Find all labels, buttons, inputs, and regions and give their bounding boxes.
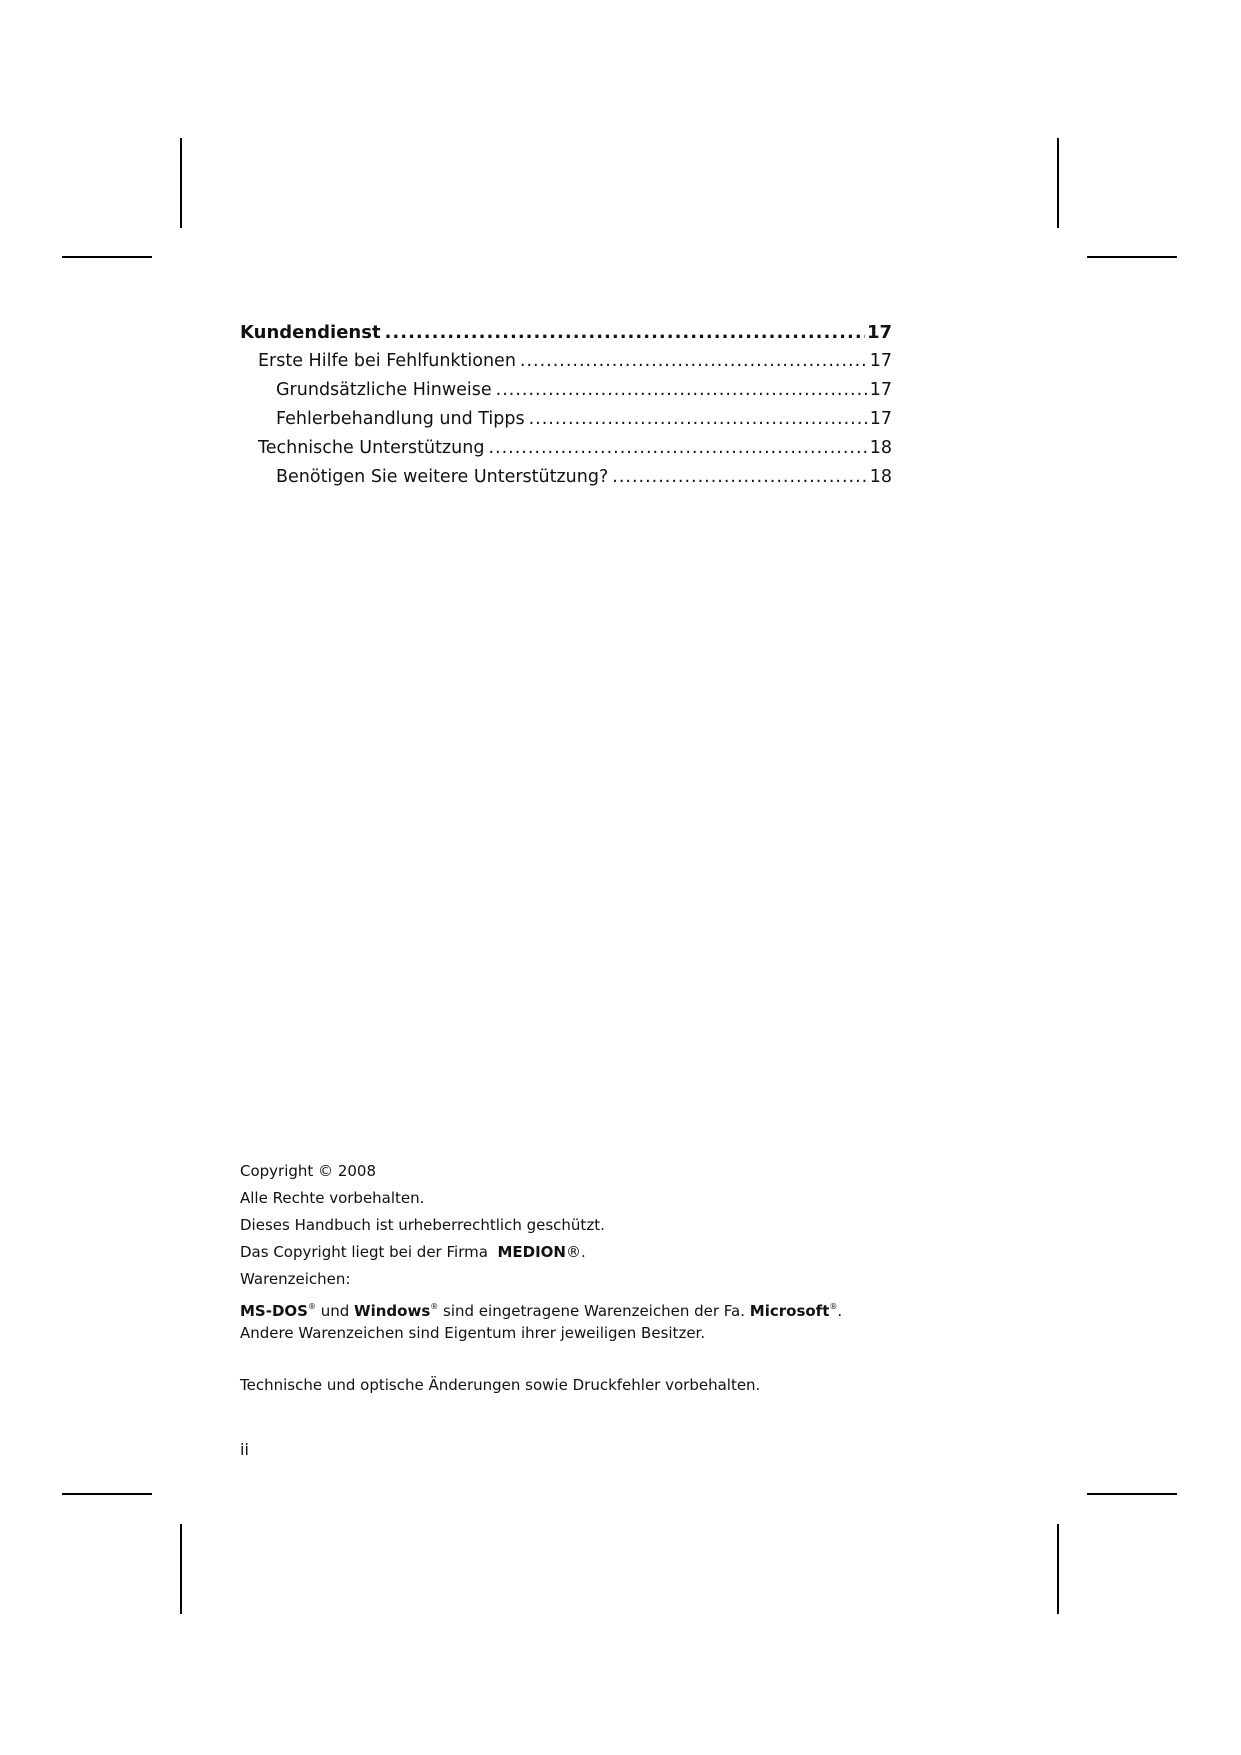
- crop-mark-bottom-right-horizontal: [1087, 1493, 1177, 1495]
- copyright-notice: [240, 1158, 940, 1399]
- toc-entry-label: Kundendienst: [240, 322, 381, 343]
- trademarks-line: [240, 1293, 940, 1320]
- toc-entry-label: Erste Hilfe bei Fehlfunktionen: [258, 351, 516, 371]
- registered-mark: ®: [565, 1243, 581, 1261]
- changes-disclaimer: Technische und optische Änderungen sowie Druckfehler vorbehalten.: [240, 1376, 761, 1394]
- toc-entry-label: Technische Unterstützung: [258, 438, 485, 458]
- crop-mark-top-left-vertical: [180, 138, 182, 228]
- spacer: [240, 1347, 940, 1372]
- trademark-text: sind eingetragene Warenzeichen der Fa.: [438, 1302, 750, 1320]
- toc-entry-label: Fehlerbehandlung und Tipps: [276, 409, 525, 429]
- toc-entry-label: Grundsätzliche Hinweise: [276, 380, 492, 400]
- crop-mark-bottom-left-horizontal: [62, 1493, 152, 1495]
- trademarks-heading: Warenzeichen:: [240, 1270, 351, 1288]
- toc-entry-page: 17: [866, 322, 892, 343]
- crop-mark-top-right-horizontal: [1087, 256, 1177, 258]
- brand-windows: Windows: [354, 1302, 431, 1320]
- copyright-holder: [240, 1239, 940, 1266]
- toc-entry-weitere-unterstuetzung[interactable]: [240, 467, 892, 496]
- toc-dot-leader: [488, 438, 867, 458]
- toc-entry-erste-hilfe[interactable]: [240, 351, 892, 380]
- brand-microsoft: Microsoft: [749, 1302, 830, 1320]
- toc-dot-leader: [385, 322, 865, 343]
- registered-mark: ®: [430, 1302, 439, 1311]
- page-number: ii: [240, 1440, 249, 1459]
- period: .: [837, 1302, 843, 1320]
- toc-entry-label: Benötigen Sie weitere Unterstützung?: [276, 467, 609, 487]
- crop-mark-bottom-left-vertical: [180, 1524, 182, 1614]
- toc-entry-page: 18: [869, 438, 892, 458]
- toc-entry-grundsaetzliche-hinweise[interactable]: [240, 380, 892, 409]
- other-trademarks: Andere Warenzeichen sind Eigentum ihrer jeweiligen Besitzer.: [240, 1324, 706, 1342]
- toc-dot-leader: [529, 409, 868, 429]
- toc-entry-fehlerbehandlung[interactable]: [240, 409, 892, 438]
- copyright-protected: Dieses Handbuch ist urheberrechtlich geschützt.: [240, 1216, 605, 1234]
- crop-mark-bottom-right-vertical: [1057, 1524, 1059, 1614]
- toc-dot-leader: [496, 380, 868, 400]
- rights-reserved: Alle Rechte vorbehalten.: [240, 1189, 425, 1207]
- period: .: [580, 1243, 586, 1261]
- toc-entry-page: 18: [869, 467, 892, 487]
- toc-entry-kundendienst[interactable]: [240, 322, 892, 351]
- brand-msdos: MS-DOS: [240, 1302, 308, 1320]
- toc-dot-leader: [612, 467, 867, 487]
- registered-mark: ®: [829, 1302, 838, 1311]
- toc-entry-page: 17: [869, 351, 892, 371]
- registered-mark: ®: [307, 1302, 316, 1311]
- brand-medion: MEDION: [497, 1243, 566, 1261]
- toc-entry-page: 17: [869, 409, 892, 429]
- copyright-holder-prefix: Das Copyright liegt bei der Firma: [240, 1243, 488, 1261]
- crop-mark-top-left-horizontal: [62, 256, 152, 258]
- toc-dot-leader: [520, 351, 868, 371]
- toc-entry-page: 17: [869, 380, 892, 400]
- crop-mark-top-right-vertical: [1057, 138, 1059, 228]
- trademark-connector: und: [315, 1302, 355, 1320]
- copyright-year: Copyright © 2008: [240, 1162, 377, 1180]
- table-of-contents: [240, 322, 892, 496]
- toc-entry-technische-unterstuetzung[interactable]: [240, 438, 892, 467]
